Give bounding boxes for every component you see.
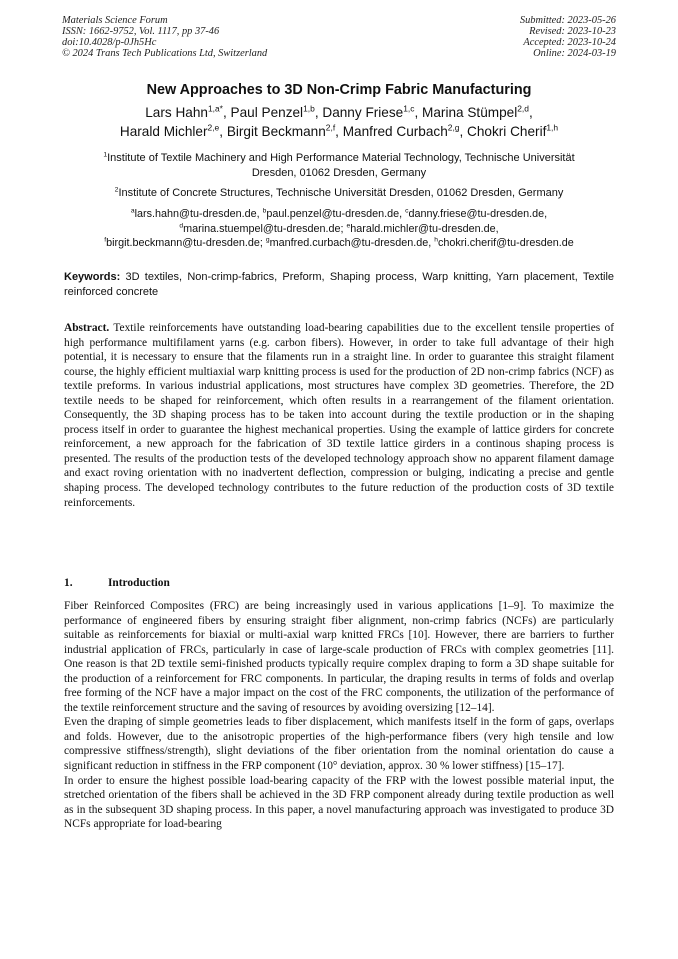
journal-issn: ISSN: 1662-9752, Vol. 1117, pp 37-46 (62, 26, 220, 37)
paragraph: Fiber Reinforced Composites (FRC) are being increasingly used in various applications [1–9]. To maximize the performance of engineered fibers by ensuring straight fiber alignment, non-crimp fabrics (NCFs) are particularly suitable as reinforcements for biaxial or multi-axial warp knitted FRCs [10]. However, there are barriers to further industrial application of FRCs, particularly in case of large-scale production of FRCs with complex geometries [11]. One reason is that 2D textile semi-finished products typically require complex draping to form a 3D shape suitable for the production of a reinforcement for FRC components. In particular, the draping results in terms of folds and overlap free forming of the NCF have a major impact on the cost of the FRC components, the utilization of the performance of the textile reinforcement structure and the saving of resources by avoiding oversizing [12–14]. (64, 600, 614, 714)
email-link[interactable]: $^f$birgit.beckmann@tu-dresden.de (104, 236, 260, 249)
author: Lars Hahn$^{1,a*}$ (145, 103, 223, 120)
online-date: Online: 2024-03-19 (533, 48, 616, 59)
abstract (64, 321, 614, 510)
author: Birgit Beckmann$^{2,f}$ (226, 122, 336, 139)
introduction-body (64, 599, 614, 832)
email-link[interactable]: $^h$chokri.cherif@tu-dresden.de (434, 236, 574, 249)
keywords-text: 3D textiles, Non-crimp-fabrics, Preform, Shaping process, Warp knitting, Yarn placement, Textile reinforced concrete (64, 271, 614, 298)
email-link[interactable]: $^c$danny.friese@tu-dresden.de (405, 207, 545, 220)
accepted-date: Accepted: 2023-10-24 (523, 37, 616, 48)
journal-name: Materials Science Forum (62, 15, 168, 26)
revised-date: Revised: 2023-10-23 (529, 26, 616, 37)
email-line: $^f$birgit.beckmann@tu-dresden.de; $^g$manfred.curbach@tu-dresden.de, $^h$chokri.cherif@tu-dresden.de (104, 236, 574, 249)
affiliation-2: $^2$Institute of Concrete Structures, Technische Universität Dresden, 01062 Dresden, Germany (114, 186, 564, 199)
journal-header-left (62, 15, 267, 59)
submitted-date: Submitted: 2023-05-26 (519, 15, 616, 26)
paper-title: New Approaches to 3D Non-Crimp Fabric Manufacturing (146, 82, 532, 98)
author-line: Harald Michler$^{2,e}$, Birgit Beckmann$^{2,f}$, Manfred Curbach$^{2,g}$, Chokri Cherif$^{1,h}$ (119, 122, 559, 139)
email-list (40, 207, 638, 251)
author-list (50, 103, 628, 141)
journal-doi: doi:10.4028/p-0Jh5Hc (62, 37, 157, 48)
author-line: Lars Hahn$^{1,a*}$, Paul Penzel$^{1,b}$, Danny Friese$^{1,c}$, Marina Stümpel$^{2,d}$, (145, 103, 533, 120)
section-heading (64, 577, 170, 589)
keywords-label: Keywords: (64, 271, 121, 283)
section-number: 1. (64, 577, 73, 589)
abstract-label: Abstract. (64, 322, 110, 334)
author: Manfred Curbach$^{2,g}$ (342, 122, 460, 139)
email-link[interactable]: $^d$marina.stuempel@tu-dresden.de (179, 221, 341, 235)
email-line: $^d$marina.stuempel@tu-dresden.de; $^e$harald.michler@tu-dresden.de, (179, 221, 499, 235)
email-link[interactable]: $^b$paul.penzel@tu-dresden.de (262, 207, 400, 220)
section-title: Introduction (108, 577, 170, 589)
email-link[interactable]: $^g$manfred.curbach@tu-dresden.de (265, 236, 429, 249)
email-line: $^a$lars.hahn@tu-dresden.de, $^b$paul.penzel@tu-dresden.de, $^c$danny.friese@tu-dresden.de, (130, 207, 548, 220)
author: Harald Michler$^{2,e}$ (119, 122, 220, 139)
journal-copyright: © 2024 Trans Tech Publications Ltd, Switzerland (62, 48, 268, 59)
paragraph: Even the draping of simple geometries leads to fiber displacement, which manifests itself in the form of gaps, overlaps and folds. However, due to the anisotropic properties of the high-performance fibers (very high tensile and low compressive stiffness/strength), slight deviations of the fiber orientation from the nominal orientation do cause a significant reduction in stiffness in the FRP component (10° deviation, approx. 30 % lower stiffness) [15–17]. (64, 716, 614, 773)
author: Danny Friese$^{1,c}$ (322, 103, 415, 120)
affiliation-1: $^1$Institute of Textile Machinery and High Performance Material Technology, Technische Universität Dresden, 01062 Dresden, Germany (103, 151, 575, 179)
author: Marina Stümpel$^{2,d}$ (422, 103, 529, 120)
email-link[interactable]: $^a$lars.hahn@tu-dresden.de (130, 207, 257, 220)
author: Chokri Cherif$^{1,h}$ (467, 122, 559, 139)
keywords (64, 270, 614, 299)
journal-header-right (520, 15, 616, 59)
author: Paul Penzel$^{1,b}$ (230, 103, 315, 120)
paragraph: In order to ensure the highest possible load-bearing capacity of the FRP with the lowest possible material input, the stretched orientation of the fibers shall be achieved in the 3D FRP component already during textile production as well as in the subsequent 3D shaping process. In this paper, a novel manufacturing approach was investigated to produce 3D NCFs appropriate for load-bearing (64, 774, 614, 831)
abstract-text: Textile reinforcements have outstanding load-bearing capabilities due to the excellent tensile properties of high performance multifilament yarns (e.g. carbon fibers). However, in order to take full advantage of their high potential, it is necessary to ensure that the filaments run in a straight line. In order to guarantee this straight filament course, the highly efficient multiaxial warp knitting process is used for the production of 2D non-crimp fabrics (NCF) as textile preforms. In various industrial applications, most structures have complex 3D geometries. Therefore, the 2D textile needs to be shaped for reinforcement, which often results in a rearrangement of the filament orientation. Consequently, the 3D shaping process has to be taken into account during the textile production or in the shaping process itself in order to guarantee the highest mechanical properties. Using the example of lattice girders for concrete reinforcement, a new approach for the fabrication of 3D textile lattice girders in a continous shaping process is presented. The results of the production tests of the developed technology approach show no apparent filament damage and exact roving orientation with no inadvertent deflection, compression or bulging, indicating a precise and gentle shaping process. The developed technology contributes to the future reduction of the production costs of 3D textile reinforcements. (64, 322, 614, 509)
email-link[interactable]: $^e$harald.michler@tu-dresden.de (346, 221, 496, 235)
